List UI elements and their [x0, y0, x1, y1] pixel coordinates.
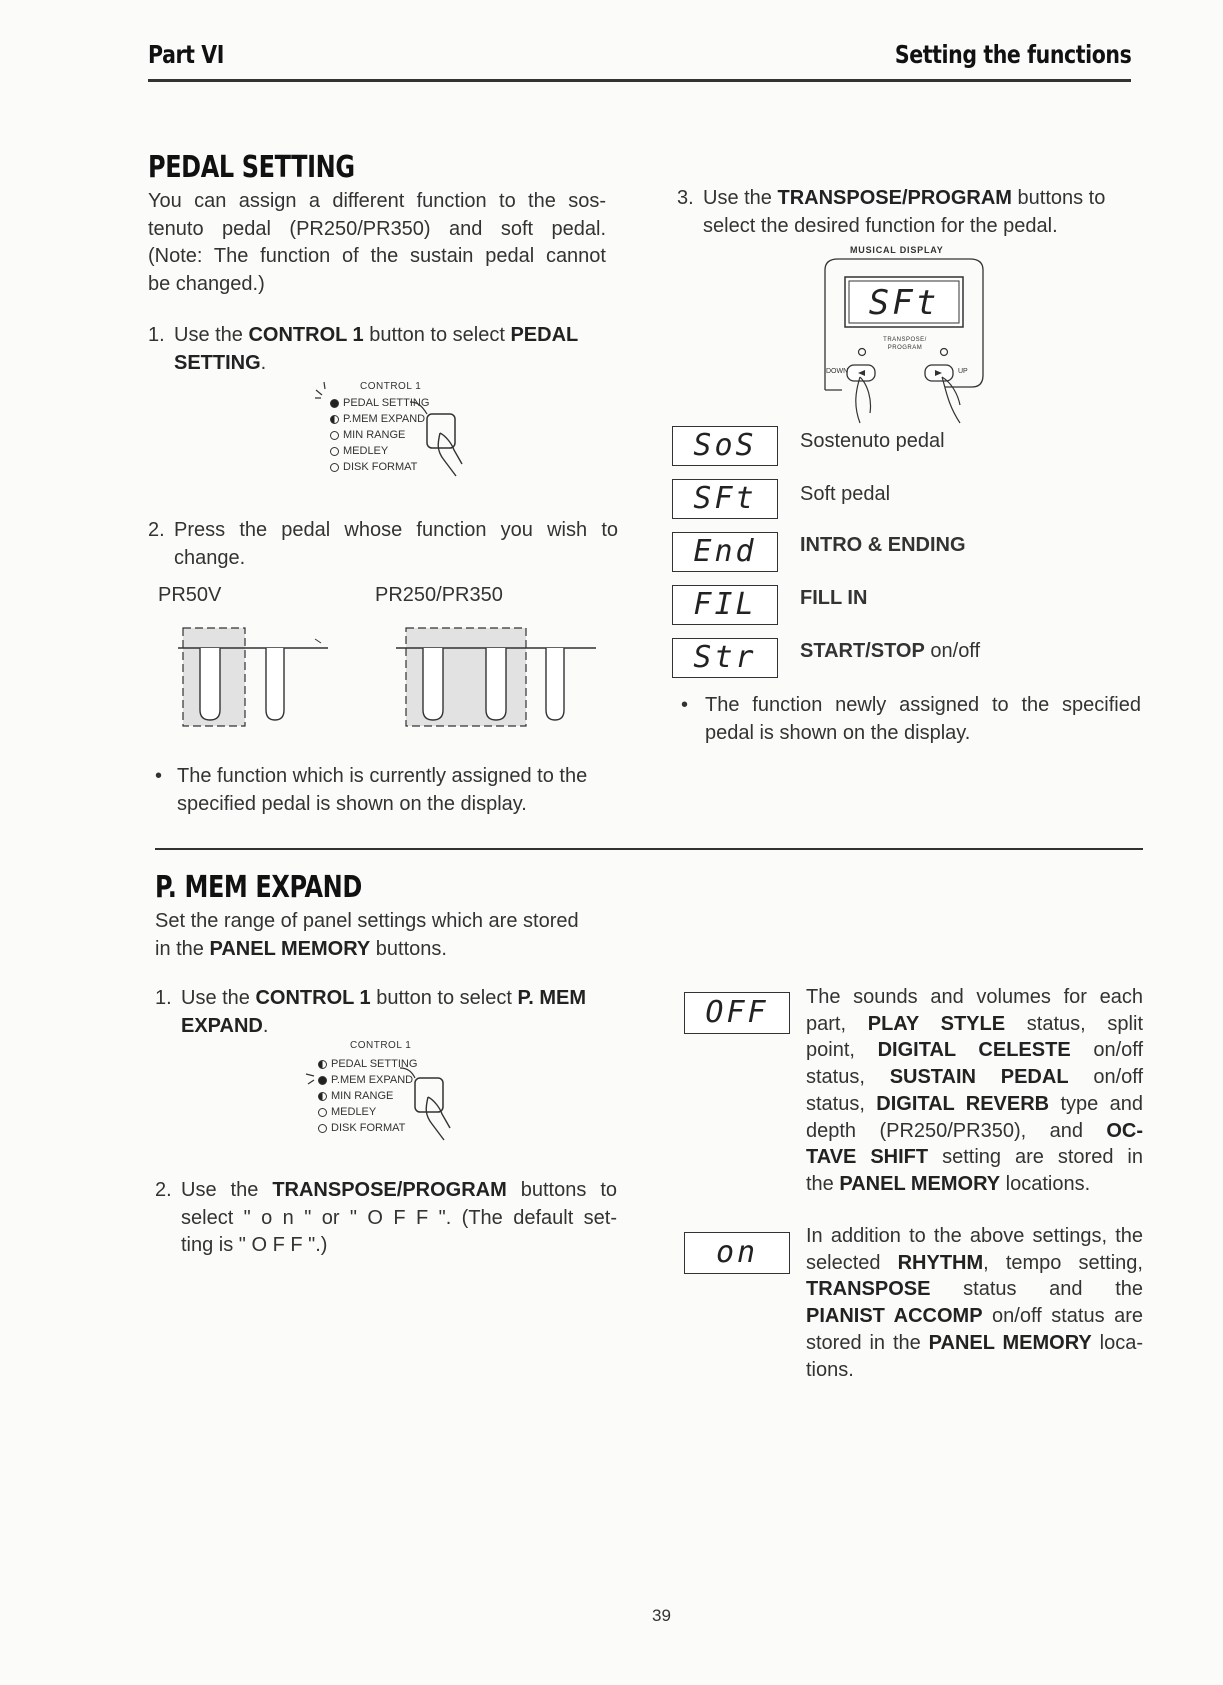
step-text: .: [262, 1014, 269, 1037]
lcd-sft: [672, 479, 778, 519]
step-text: select " o n " or " O F F ". (The default set-: [181, 1206, 617, 1229]
section-header: Setting the functions: [894, 40, 1131, 69]
step-text: Use the: [181, 1179, 273, 1201]
description-text: part,: [806, 1012, 868, 1035]
pedal-step-2: [148, 517, 618, 572]
bold-term: SUSTAIN PEDAL: [889, 1066, 1069, 1089]
pmem-term: P. MEM: [517, 987, 586, 1009]
step-text: buttons to: [1011, 187, 1106, 209]
description-text: on/off status are: [982, 1305, 1143, 1328]
menu-item-label: MEDLEY: [331, 1106, 377, 1118]
pmem-step-2: [155, 1177, 617, 1260]
menu-item-label: MEDLEY: [343, 445, 389, 457]
note-text: The function newly assigned to the specified: [705, 694, 1141, 716]
lcd-text: Str: [693, 640, 757, 675]
intro-line-4: be changed.): [148, 272, 265, 295]
step-number: 2.: [155, 1179, 172, 1201]
description-text: type and: [1049, 1092, 1143, 1115]
on-off-text: on/off: [924, 640, 981, 662]
step-text: .: [260, 351, 267, 374]
step-number: 1.: [148, 324, 165, 346]
section-divider: [155, 848, 1143, 850]
step-text: Use the: [703, 187, 778, 209]
soft-pedal-icon: [200, 648, 220, 720]
bold-term: PANEL MEMORY: [928, 1331, 1092, 1354]
lcd-fil: [672, 585, 778, 625]
pedal-note: [155, 763, 625, 818]
step-text: button to select: [370, 987, 518, 1009]
bullet: •: [681, 694, 689, 716]
menu-item-label: DISK FORMAT: [331, 1122, 406, 1134]
menu-item-label: PEDAL SETTING: [331, 1058, 418, 1070]
description-text: status and the: [930, 1278, 1143, 1301]
lcd-off: [684, 992, 790, 1034]
pedal-note-2: [681, 692, 1141, 747]
description-text: on/off: [1068, 1066, 1143, 1089]
description-text: , tempo setting,: [983, 1251, 1143, 1274]
step-number: 3.: [677, 187, 694, 209]
description-line: [806, 1118, 1143, 1145]
pmem-step-1: [155, 985, 625, 1040]
note-text: specified pedal is shown on the display.: [177, 792, 527, 815]
menu-item-label: P.MEM EXPAND: [331, 1074, 414, 1086]
menu-item-label: MIN RANGE: [331, 1090, 394, 1102]
description-line: [806, 1037, 1143, 1064]
step-text: Use the: [174, 324, 249, 346]
step-text: buttons to: [506, 1179, 617, 1201]
description-line: [806, 1171, 1143, 1198]
step-text: select the desired function for the pedal.: [703, 214, 1058, 237]
description-line: [806, 1250, 1143, 1277]
description-text: the: [806, 1172, 840, 1195]
intro-line-3: (Note: The function of the sustain pedal cannot: [148, 245, 606, 267]
pedal-step-1: [148, 322, 618, 377]
display-panel-icon: [820, 245, 990, 425]
soft-pedal-icon: [423, 648, 443, 720]
on-description: [806, 1223, 1143, 1383]
lcd-text: End: [693, 534, 757, 569]
program-label: PROGRAM: [887, 345, 923, 351]
bold-term: DIGITAL REVERB: [876, 1092, 1050, 1115]
up-button-label: UP: [958, 368, 968, 375]
display-lcd: SFt: [868, 283, 940, 323]
model-pr250-pr350: PR250/PR350: [375, 584, 503, 606]
part-label: Part VI: [148, 40, 224, 69]
bold-term: TRANSPOSE: [806, 1278, 931, 1301]
control1-menu-diagram-2: [300, 1040, 480, 1175]
menu-item-label: P.MEM EXPAND: [343, 413, 426, 425]
menu-item-label: DISK FORMAT: [343, 461, 418, 473]
intro-text: buttons.: [370, 937, 447, 960]
step-text: change.: [174, 546, 246, 569]
sustain-pedal-icon: [266, 648, 284, 720]
bold-term: DIGITAL CELESTE: [877, 1039, 1071, 1062]
lcd-text: OFF: [705, 995, 769, 1030]
bold-term: PLAY STYLE: [867, 1012, 1006, 1035]
description-text: status,: [806, 1066, 890, 1089]
intro-line-1: You can assign a different function to the sos-: [148, 190, 606, 212]
description-line: [806, 1064, 1143, 1091]
button-press-hand-icon: [310, 378, 490, 503]
pedal-setting-title: PEDAL SETTING: [148, 150, 355, 185]
description-text: setting are stored in: [928, 1146, 1143, 1169]
description-line: [806, 1330, 1143, 1357]
description-text: stored in the: [806, 1331, 929, 1354]
function-label-intro-ending: INTRO & ENDING: [800, 534, 966, 556]
description-line: [806, 1223, 1143, 1250]
step-number: 2.: [148, 519, 165, 541]
transpose-program-term: TRANSPOSE/PROGRAM: [777, 187, 1012, 209]
start-stop-term: START/STOP: [800, 640, 925, 662]
button-press-hand-icon: [300, 1040, 480, 1175]
bold-term: PIANIST ACCOMP: [806, 1305, 983, 1328]
menu-title: CONTROL 1: [350, 1040, 412, 1051]
function-label-fill-in: FILL IN: [800, 587, 868, 609]
expand-term: EXPAND: [181, 1014, 263, 1037]
lcd-text: on: [715, 1235, 759, 1270]
description-text: tions.: [806, 1358, 854, 1381]
control1-menu-diagram: [310, 378, 490, 503]
header-rule: [148, 79, 1131, 82]
description-text: locations.: [1000, 1172, 1091, 1195]
step-text: button to select: [363, 324, 511, 346]
lcd-text: SoS: [693, 428, 757, 463]
model-pr50v: PR50V: [158, 584, 222, 606]
pedal-illustration: [178, 625, 598, 730]
description-line: [806, 1011, 1143, 1038]
menu-item-label: MIN RANGE: [343, 429, 406, 441]
lcd-sos: [672, 426, 778, 466]
note-text: The function which is currently assigned to the: [177, 765, 588, 787]
description-line: [806, 1276, 1143, 1303]
bold-term: TAVE SHIFT: [806, 1146, 929, 1169]
lcd-on: [684, 1232, 790, 1274]
description-line: [806, 1091, 1143, 1118]
description-text: The sounds and volumes for each: [806, 986, 1143, 1008]
musical-display-diagram: [820, 245, 990, 425]
description-line: [806, 1144, 1143, 1171]
step-text: Press the pedal whose function you wish to: [174, 519, 618, 541]
description-line: [806, 1357, 1143, 1384]
page-number: 39: [652, 1606, 671, 1625]
panel-memory-term: PANEL MEMORY: [209, 937, 371, 960]
description-text: status, split: [1005, 1012, 1144, 1035]
intro-text: in the: [155, 937, 210, 960]
control1-term: CONTROL 1: [248, 324, 364, 346]
step-number: 1.: [155, 987, 172, 1009]
menu-title: CONTROL 1: [360, 381, 422, 392]
description-line: [806, 1303, 1143, 1330]
lcd-text: FIL: [693, 587, 757, 622]
setting-term: SETTING: [174, 351, 261, 374]
function-label-sostenuto: Sostenuto pedal: [800, 430, 945, 452]
step-text: ting is " O F F ".): [181, 1234, 328, 1256]
pedal-term: PEDAL: [510, 324, 579, 346]
intro-line-2: tenuto pedal (PR250/PR350) and soft pedal.: [148, 217, 606, 240]
pedal-step-3: [677, 185, 1137, 240]
pmem-expand-title: P. MEM EXPAND: [155, 870, 362, 905]
lcd-str: [672, 638, 778, 678]
description-text: loca-: [1091, 1331, 1143, 1354]
lcd-text: SFt: [693, 481, 757, 516]
down-button-label: DOWN: [826, 368, 849, 375]
off-description: [806, 984, 1143, 1198]
transpose-program-term: TRANSPOSE/PROGRAM: [272, 1179, 507, 1201]
pmem-intro: [155, 908, 615, 963]
bullet: •: [155, 765, 163, 787]
description-text: on/off: [1070, 1039, 1144, 1062]
description-text: In addition to the above settings, the: [806, 1225, 1143, 1247]
lcd-end: [672, 532, 778, 572]
menu-item-label: PEDAL SETTING: [343, 397, 430, 409]
description-text: point,: [806, 1039, 878, 1062]
description-text: status,: [806, 1092, 877, 1115]
transpose-label: TRANSPOSE/: [883, 337, 927, 343]
function-label-start-stop: [800, 640, 980, 663]
bold-term: PANEL MEMORY: [839, 1172, 1001, 1195]
sostenuto-pedal-icon: [486, 648, 506, 720]
function-label-soft: Soft pedal: [800, 483, 891, 505]
note-text: pedal is shown on the display.: [705, 721, 971, 744]
description-line: [806, 984, 1143, 1011]
musical-display-title: MUSICAL DISPLAY: [850, 245, 944, 255]
bold-term: OC-: [1106, 1119, 1143, 1142]
sustain-pedal-icon: [546, 648, 564, 720]
intro-text: Set the range of panel settings which are stored: [155, 910, 579, 932]
bold-term: RHYTHM: [897, 1251, 984, 1274]
control1-term: CONTROL 1: [255, 987, 371, 1009]
description-text: selected: [806, 1251, 898, 1274]
step-text: Use the: [181, 987, 256, 1009]
description-text: depth (PR250/PR350), and: [806, 1119, 1107, 1142]
pedal-setting-intro: [148, 188, 606, 298]
